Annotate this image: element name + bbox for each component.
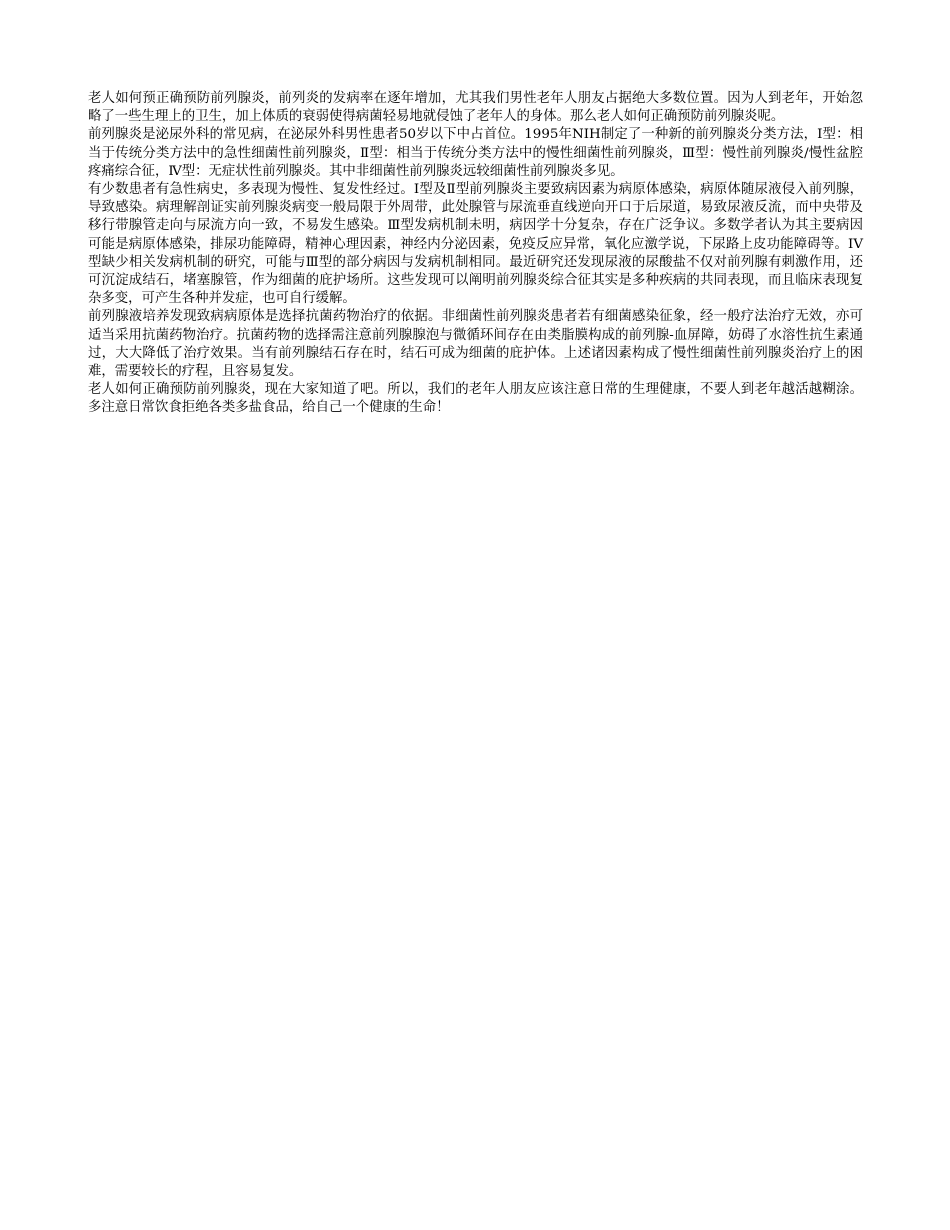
paragraph-intro: 老人如何预正确预防前列腺炎，前列炎的发病率在逐年增加，尤其我们男性老年人朋友占据绝大多数位置。因为人到老年，开始忽略了一些生理上的卫生，加上体质的衰弱使得病菌轻易地就侵蚀了老年人的身体。那么老人如何正确预防前列腺炎呢。 bbox=[88, 91, 863, 125]
paragraph-pathogenesis: 有少数患者有急性病史，多表现为慢性、复发性经过。I型及Ⅱ型前列腺炎主要致病因素为病原体感染，病原体随尿液侵入前列腺，导致感染。病理解剖证实前列腺炎病变一般局限于外周带，此处腺管与尿流垂直线逆向开口于后尿道，易致尿液反流，而中央带及移行带腺管走向与尿流方向一致，不易发生感染。Ⅲ型发病机制未明，病因学十分复杂，存在广泛争议。多数学者认为其主要病因可能是病原体感染，排尿功能障碍，精神心理因素，神经内分泌因素，免疫反应异常，氧化应激学说，下尿路上皮功能障碍等。IV型缺少相关发病机制的研究，可能与Ⅲ型的部分病因与发病机制相同。最近研究还发现尿液的尿酸盐不仅对前列腺有刺激作用，还可沉淀成结石，堵塞腺管，作为细菌的庇护场所。这些发现可以阐明前列腺炎综合征其实是多种疾病的共同表现，而且临床表现复杂多变，可产生各种并发症，也可自行缓解。 bbox=[88, 182, 863, 307]
document-body bbox=[88, 90, 863, 418]
paragraph-conclusion: 老人如何正确预防前列腺炎，现在大家知道了吧。所以，我们的老年人朋友应该注意日常的生理健康，不要人到老年越活越糊涂。多注意日常饮食拒绝各类多盐食品，给自己一个健康的生命！ bbox=[88, 382, 863, 416]
paragraph-treatment: 前列腺液培养发现致病病原体是选择抗菌药物治疗的依据。非细菌性前列腺炎患者若有细菌感染征象，经一般疗法治疗无效，亦可适当采用抗菌药物治疗。抗菌药物的选择需注意前列腺腺泡与微循环间存在由类脂膜构成的前列腺-血屏障，妨碍了水溶性抗生素通过，大大降低了治疗效果。当有前列腺结石存在时，结石可成为细菌的庇护体。上述诸因素构成了慢性细菌性前列腺炎治疗上的困难，需要较长的疗程，且容易复发。 bbox=[88, 309, 863, 380]
paragraph-classification: 前列腺炎是泌尿外科的常见病，在泌尿外科男性患者50岁以下中占首位。1995年NIH制定了一种新的前列腺炎分类方法，I型：相当于传统分类方法中的急性细菌性前列腺炎，Ⅱ型：相当于传统分类方法中的慢性细菌性前列腺炎，Ⅲ型：慢性前列腺炎/慢性盆腔疼痛综合征，Ⅳ型：无症状性前列腺炎。其中非细菌性前列腺炎远较细菌性前列腺炎多见。 bbox=[88, 127, 863, 179]
